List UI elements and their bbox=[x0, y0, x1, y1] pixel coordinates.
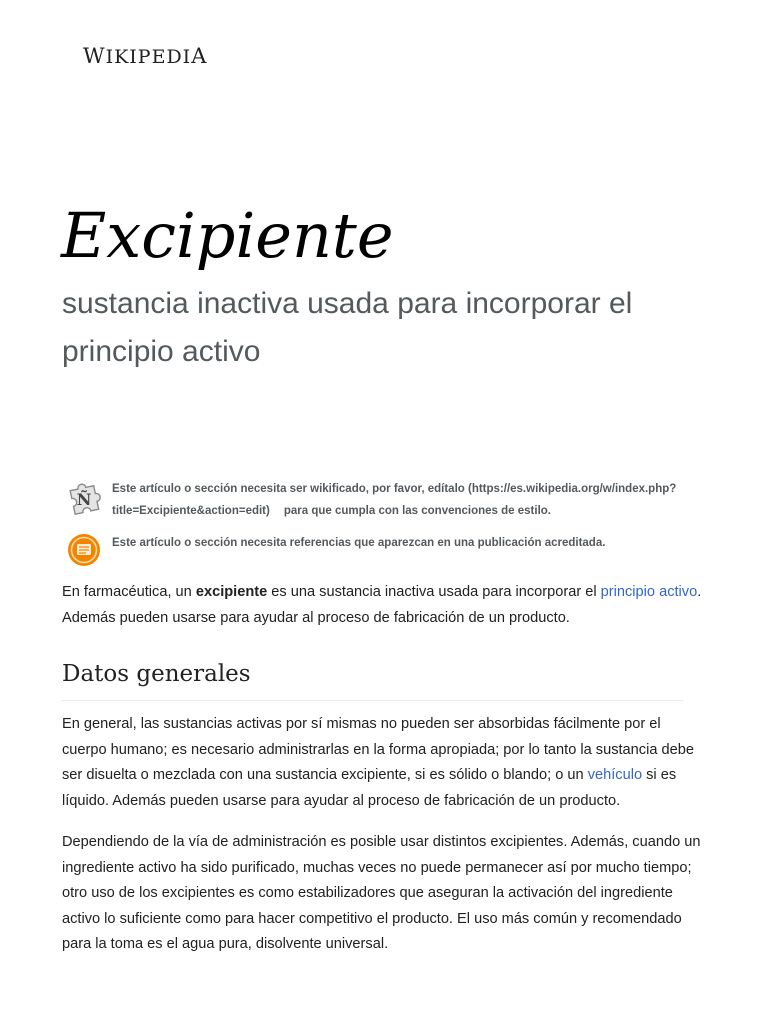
wikipedia-logo[interactable]: WIKIPEDIA bbox=[83, 44, 208, 68]
references-badge-icon bbox=[66, 532, 102, 573]
paragraph1-text-before: En general, las sustancias activas por sí mismas no pueden ser absorbidas fácilmente por el cuerpo humano; es necesario administrarlas en la forma apropiada; por lo tanto la sustancia debe ser disuelta o mezclada con una sustancia excipiente, si es sólido o blando; o un bbox=[62, 716, 694, 784]
intro-term: excipiente bbox=[195, 584, 268, 600]
wikify-notice-tail: para que cumpla con las convenciones de estilo. bbox=[283, 505, 551, 517]
section-paragraph-1 bbox=[62, 712, 704, 814]
wikify-notice bbox=[62, 478, 702, 523]
puzzle-wikify-icon bbox=[64, 478, 104, 523]
intro-text-middle: es una sustancia inactiva usada para incorporar el bbox=[267, 584, 601, 600]
references-notice-text: Este artículo o sección necesita referencias que aparezcan en una publicación acreditada. bbox=[112, 537, 606, 549]
wikify-notice-main: Este artículo o sección necesita ser wikificado, por favor, edítalo (https://es.wikipedia.org/w/index.php?title=Excipiente&action=edit) bbox=[112, 483, 677, 517]
svg-text:Ñ: Ñ bbox=[76, 490, 92, 509]
intro-text-before: En farmacéutica, un bbox=[62, 584, 196, 600]
page-title: Excipiente bbox=[61, 199, 394, 272]
wikify-notice-text bbox=[112, 478, 702, 522]
link-vehiculo[interactable]: vehículo bbox=[587, 767, 643, 784]
references-notice bbox=[62, 532, 702, 573]
link-principio-activo[interactable]: principio activo bbox=[600, 584, 698, 600]
intro-text-after: . Además pueden usarse para ayudar al proceso de fabricación de un producto. bbox=[62, 584, 702, 626]
section-paragraph-2: Dependiendo de la vía de administración es posible usar distintos excipientes. Además, cuando un ingrediente activo ha sido purificado, muchas veces no puede permanecer así por mucho tiempo; otro uso de los excipientes es como estabilizadores que aseguran la activación del ingrediente activo lo suficiente como para hacer competitivo el producto. El uso más común y recomendado para la toma es el agua pura, disolvente universal. bbox=[62, 834, 701, 953]
intro-paragraph bbox=[62, 580, 704, 631]
paragraph1-text-after: si es líquido. Además pueden usarse para ayudar al proceso de fabricación de un producto. bbox=[62, 767, 677, 809]
page-description: sustancia inactiva usada para incorporar el principio activo bbox=[62, 287, 633, 368]
section-heading-datos-generales: Datos generales bbox=[62, 656, 684, 701]
